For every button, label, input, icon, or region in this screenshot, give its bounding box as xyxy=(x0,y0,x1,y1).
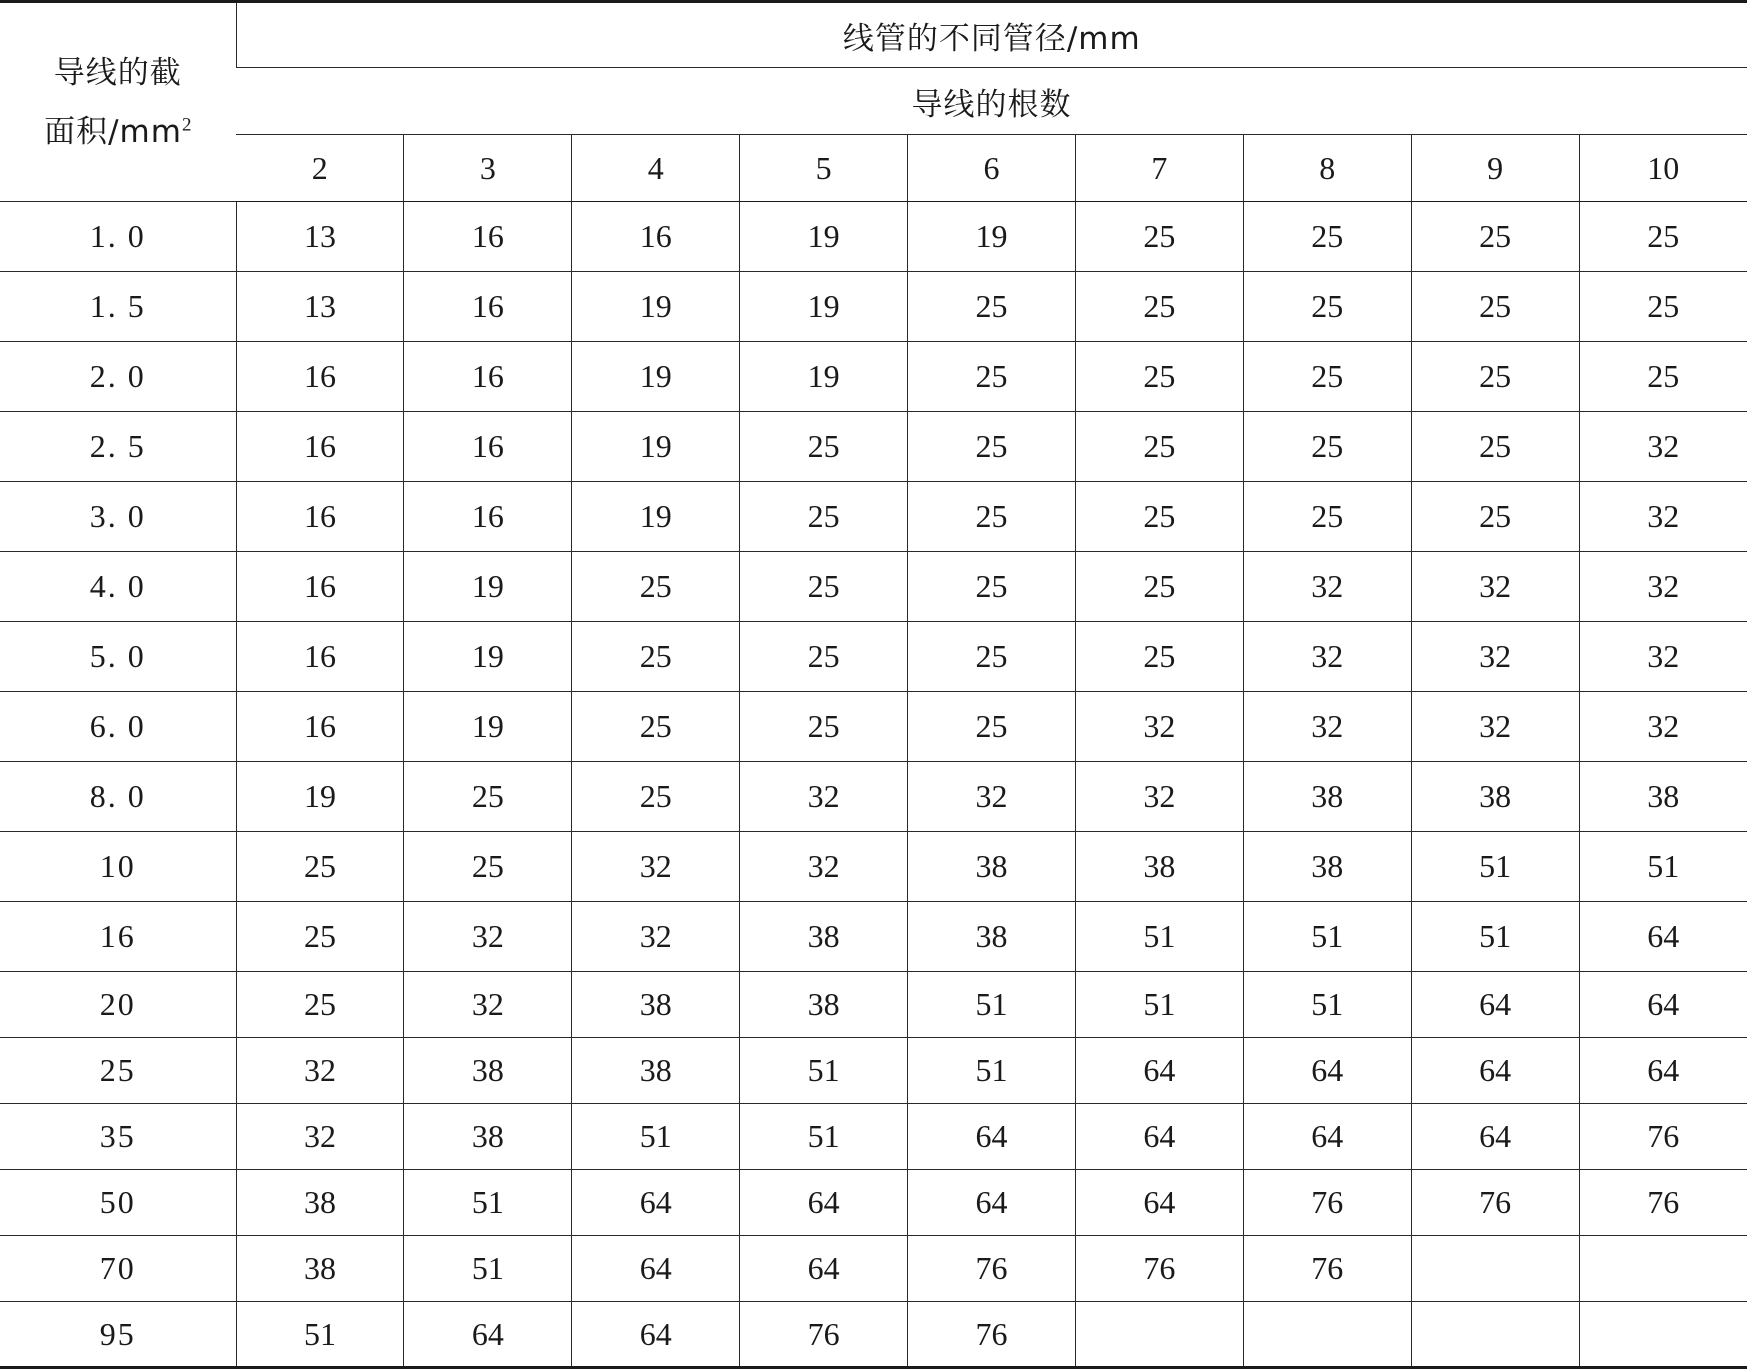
diameter-cell: 51 xyxy=(1579,832,1747,902)
wire-count-header-5: 6 xyxy=(908,135,1076,202)
diameter-cell: 19 xyxy=(404,552,572,622)
diameter-cell xyxy=(1243,1302,1411,1368)
diameter-cell: 51 xyxy=(1411,902,1579,972)
diameter-cell: 51 xyxy=(740,1104,908,1170)
diameter-cell: 19 xyxy=(740,272,908,342)
diameter-cell: 19 xyxy=(740,202,908,272)
diameter-cell: 64 xyxy=(1075,1038,1243,1104)
diameter-cell: 25 xyxy=(404,832,572,902)
diameter-cell: 16 xyxy=(236,482,404,552)
area-cell: 70 xyxy=(0,1236,236,1302)
diameter-cell: 25 xyxy=(236,902,404,972)
diameter-cell: 64 xyxy=(1411,972,1579,1038)
table-row xyxy=(0,622,1747,692)
diameter-cell: 25 xyxy=(908,622,1076,692)
diameter-cell: 16 xyxy=(404,482,572,552)
diameter-cell: 76 xyxy=(1579,1104,1747,1170)
diameter-cell: 25 xyxy=(908,552,1076,622)
diameter-cell: 25 xyxy=(1075,342,1243,412)
diameter-cell: 25 xyxy=(1579,272,1747,342)
diameter-cell: 25 xyxy=(572,622,740,692)
diameter-cell: 51 xyxy=(236,1302,404,1368)
table-row xyxy=(0,1236,1747,1302)
diameter-cell: 19 xyxy=(572,482,740,552)
diameter-cell: 32 xyxy=(1579,552,1747,622)
diameter-cell: 38 xyxy=(236,1170,404,1236)
table-row xyxy=(0,1038,1747,1104)
diameter-cell: 64 xyxy=(1411,1038,1579,1104)
diameter-cell: 64 xyxy=(572,1236,740,1302)
diameter-cell: 32 xyxy=(1411,552,1579,622)
diameter-cell: 64 xyxy=(740,1170,908,1236)
diameter-cell: 64 xyxy=(1075,1104,1243,1170)
diameter-cell: 25 xyxy=(1075,272,1243,342)
diameter-cell: 25 xyxy=(1243,482,1411,552)
table-row xyxy=(0,1170,1747,1236)
diameter-cell: 51 xyxy=(908,1038,1076,1104)
diameter-cell: 38 xyxy=(1075,832,1243,902)
diameter-cell: 25 xyxy=(740,692,908,762)
diameter-cell: 25 xyxy=(1243,342,1411,412)
diameter-cell: 16 xyxy=(404,412,572,482)
row-header-line1: 导线的截 xyxy=(53,55,182,91)
diameter-cell: 25 xyxy=(908,412,1076,482)
diameter-cell: 38 xyxy=(572,972,740,1038)
wire-count-header-9: 10 xyxy=(1579,135,1747,202)
table-row xyxy=(0,272,1747,342)
diameter-cell: 16 xyxy=(404,272,572,342)
diameter-cell: 76 xyxy=(908,1236,1076,1302)
diameter-cell: 64 xyxy=(572,1302,740,1368)
diameter-cell: 76 xyxy=(1075,1236,1243,1302)
diameter-cell: 32 xyxy=(740,832,908,902)
diameter-cell: 16 xyxy=(236,412,404,482)
diameter-cell: 51 xyxy=(1075,972,1243,1038)
diameter-cell: 32 xyxy=(1411,692,1579,762)
table-row xyxy=(0,1302,1747,1368)
diameter-cell: 19 xyxy=(404,622,572,692)
area-cell: 6. 0 xyxy=(0,692,236,762)
diameter-cell: 51 xyxy=(740,1038,908,1104)
diameter-cell: 76 xyxy=(908,1302,1076,1368)
diameter-cell: 64 xyxy=(908,1104,1076,1170)
diameter-cell: 38 xyxy=(236,1236,404,1302)
diameter-cell: 76 xyxy=(1579,1170,1747,1236)
table-row xyxy=(0,412,1747,482)
diameter-cell: 64 xyxy=(1075,1170,1243,1236)
diameter-cell: 64 xyxy=(572,1170,740,1236)
diameter-cell: 32 xyxy=(236,1104,404,1170)
diameter-cell: 38 xyxy=(404,1104,572,1170)
area-cell: 5. 0 xyxy=(0,622,236,692)
diameter-cell: 25 xyxy=(740,482,908,552)
diameter-cell: 51 xyxy=(404,1170,572,1236)
diameter-cell: 25 xyxy=(1075,202,1243,272)
table-row xyxy=(0,1104,1747,1170)
diameter-cell: 38 xyxy=(740,972,908,1038)
diameter-cell: 32 xyxy=(236,1038,404,1104)
diameter-cell: 19 xyxy=(236,762,404,832)
diameter-cell: 32 xyxy=(572,902,740,972)
diameter-cell: 51 xyxy=(1411,832,1579,902)
area-cell: 1. 0 xyxy=(0,202,236,272)
diameter-cell: 25 xyxy=(740,552,908,622)
diameter-cell: 32 xyxy=(908,762,1076,832)
diameter-cell xyxy=(1579,1236,1747,1302)
diameter-cell: 19 xyxy=(404,692,572,762)
diameter-cell: 64 xyxy=(908,1170,1076,1236)
diameter-cell: 38 xyxy=(1579,762,1747,832)
diameter-cell: 32 xyxy=(1579,412,1747,482)
diameter-cell: 76 xyxy=(1243,1236,1411,1302)
diameter-cell: 51 xyxy=(1243,972,1411,1038)
row-header-label xyxy=(0,43,236,161)
diameter-cell: 13 xyxy=(236,202,404,272)
diameter-cell: 32 xyxy=(1243,692,1411,762)
area-cell: 10 xyxy=(0,832,236,902)
diameter-cell: 64 xyxy=(1243,1104,1411,1170)
diameter-cell: 64 xyxy=(1579,1038,1747,1104)
area-cell: 2. 5 xyxy=(0,412,236,482)
diameter-cell: 32 xyxy=(1579,622,1747,692)
diameter-cell: 25 xyxy=(1411,342,1579,412)
diameter-cell: 32 xyxy=(1075,692,1243,762)
table-row xyxy=(0,202,1747,272)
diameter-cell: 64 xyxy=(404,1302,572,1368)
diameter-cell: 25 xyxy=(572,552,740,622)
diameter-cell: 25 xyxy=(1075,622,1243,692)
diameter-cell: 25 xyxy=(1243,272,1411,342)
diameter-cell: 25 xyxy=(1411,482,1579,552)
diameter-cell: 51 xyxy=(572,1104,740,1170)
table-row xyxy=(0,482,1747,552)
table-row xyxy=(0,902,1747,972)
diameter-cell: 19 xyxy=(572,272,740,342)
diameter-cell: 13 xyxy=(236,272,404,342)
wire-count-header-1: 2 xyxy=(236,135,404,202)
diameter-cell: 38 xyxy=(908,832,1076,902)
diameter-cell: 25 xyxy=(236,832,404,902)
area-cell: 20 xyxy=(0,972,236,1038)
diameter-cell xyxy=(1411,1236,1579,1302)
diameter-cell: 64 xyxy=(1579,902,1747,972)
wire-count-header-4: 5 xyxy=(740,135,908,202)
diameter-cell: 25 xyxy=(908,342,1076,412)
area-cell: 35 xyxy=(0,1104,236,1170)
diameter-cell: 25 xyxy=(404,762,572,832)
diameter-cell: 51 xyxy=(908,972,1076,1038)
area-cell: 3. 0 xyxy=(0,482,236,552)
diameter-cell xyxy=(1579,1302,1747,1368)
wire-count-header-6: 7 xyxy=(1075,135,1243,202)
diameter-cell: 16 xyxy=(236,692,404,762)
diameter-cell: 25 xyxy=(572,692,740,762)
diameter-cell: 64 xyxy=(740,1236,908,1302)
area-cell: 8. 0 xyxy=(0,762,236,832)
table-row xyxy=(0,832,1747,902)
diameter-cell: 19 xyxy=(572,342,740,412)
diameter-cell: 32 xyxy=(1243,622,1411,692)
wire-count-header-7: 8 xyxy=(1243,135,1411,202)
diameter-cell: 38 xyxy=(404,1038,572,1104)
diameter-cell: 19 xyxy=(572,412,740,482)
diameter-cell: 16 xyxy=(236,552,404,622)
area-cell: 95 xyxy=(0,1302,236,1368)
diameter-cell: 19 xyxy=(908,202,1076,272)
diameter-cell: 25 xyxy=(1411,412,1579,482)
header-row-3 xyxy=(0,135,1747,202)
diameter-cell: 25 xyxy=(908,482,1076,552)
diameter-cell: 64 xyxy=(1411,1104,1579,1170)
diameter-cell: 51 xyxy=(404,1236,572,1302)
header-row-1 xyxy=(0,2,1747,68)
diameter-cell: 16 xyxy=(404,202,572,272)
row-header-cell xyxy=(0,2,236,202)
diameter-cell: 38 xyxy=(1243,832,1411,902)
diameter-cell: 25 xyxy=(1579,202,1747,272)
table-row xyxy=(0,342,1747,412)
table-row xyxy=(0,762,1747,832)
area-cell: 4. 0 xyxy=(0,552,236,622)
diameter-cell: 38 xyxy=(1411,762,1579,832)
area-cell: 16 xyxy=(0,902,236,972)
group-title-cell: 线管的不同管径/mm xyxy=(236,2,1747,68)
diameter-cell: 25 xyxy=(236,972,404,1038)
table-row xyxy=(0,972,1747,1038)
area-cell: 50 xyxy=(0,1170,236,1236)
table-row xyxy=(0,692,1747,762)
diameter-cell: 38 xyxy=(908,902,1076,972)
diameter-cell xyxy=(1411,1302,1579,1368)
diameter-cell: 32 xyxy=(1075,762,1243,832)
diameter-cell: 25 xyxy=(1579,342,1747,412)
wire-count-header-8: 9 xyxy=(1411,135,1579,202)
header-row-2 xyxy=(0,68,1747,135)
diameter-cell: 25 xyxy=(572,762,740,832)
diameter-cell: 25 xyxy=(1411,202,1579,272)
diameter-cell: 32 xyxy=(1579,482,1747,552)
diameter-cell: 16 xyxy=(404,342,572,412)
diameter-cell: 25 xyxy=(1075,482,1243,552)
sub-title-cell: 导线的根数 xyxy=(236,68,1747,135)
row-header-line2: 面积/mm xyxy=(44,114,182,150)
diameter-cell: 32 xyxy=(1411,622,1579,692)
area-cell: 25 xyxy=(0,1038,236,1104)
diameter-cell: 51 xyxy=(1243,902,1411,972)
diameter-cell: 25 xyxy=(740,412,908,482)
area-cell: 1. 5 xyxy=(0,272,236,342)
diameter-cell: 25 xyxy=(1411,272,1579,342)
diameter-cell: 38 xyxy=(1243,762,1411,832)
diameter-cell: 64 xyxy=(1579,972,1747,1038)
diameter-cell: 16 xyxy=(236,622,404,692)
table-row xyxy=(0,552,1747,622)
area-cell: 2. 0 xyxy=(0,342,236,412)
diameter-cell: 25 xyxy=(908,692,1076,762)
diameter-cell: 76 xyxy=(1411,1170,1579,1236)
diameter-cell: 32 xyxy=(1579,692,1747,762)
diameter-cell: 51 xyxy=(1075,902,1243,972)
diameter-cell: 25 xyxy=(740,622,908,692)
diameter-cell: 25 xyxy=(1243,202,1411,272)
diameter-cell: 76 xyxy=(740,1302,908,1368)
diameter-cell xyxy=(1075,1302,1243,1368)
diameter-cell: 32 xyxy=(740,762,908,832)
diameter-cell: 38 xyxy=(740,902,908,972)
diameter-cell: 32 xyxy=(572,832,740,902)
diameter-cell: 16 xyxy=(572,202,740,272)
diameter-cell: 32 xyxy=(404,902,572,972)
diameter-cell: 76 xyxy=(1243,1170,1411,1236)
diameter-cell: 19 xyxy=(740,342,908,412)
diameter-cell: 25 xyxy=(908,272,1076,342)
diameter-cell: 38 xyxy=(572,1038,740,1104)
diameter-cell: 25 xyxy=(1075,552,1243,622)
row-header-sup: 2 xyxy=(181,114,192,136)
diameter-cell: 25 xyxy=(1075,412,1243,482)
diameter-cell: 64 xyxy=(1243,1038,1411,1104)
diameter-cell: 32 xyxy=(1243,552,1411,622)
wire-count-header-2: 3 xyxy=(404,135,572,202)
diameter-cell: 16 xyxy=(236,342,404,412)
diameter-cell: 32 xyxy=(404,972,572,1038)
diameter-cell: 25 xyxy=(1243,412,1411,482)
wire-count-header-3: 4 xyxy=(572,135,740,202)
